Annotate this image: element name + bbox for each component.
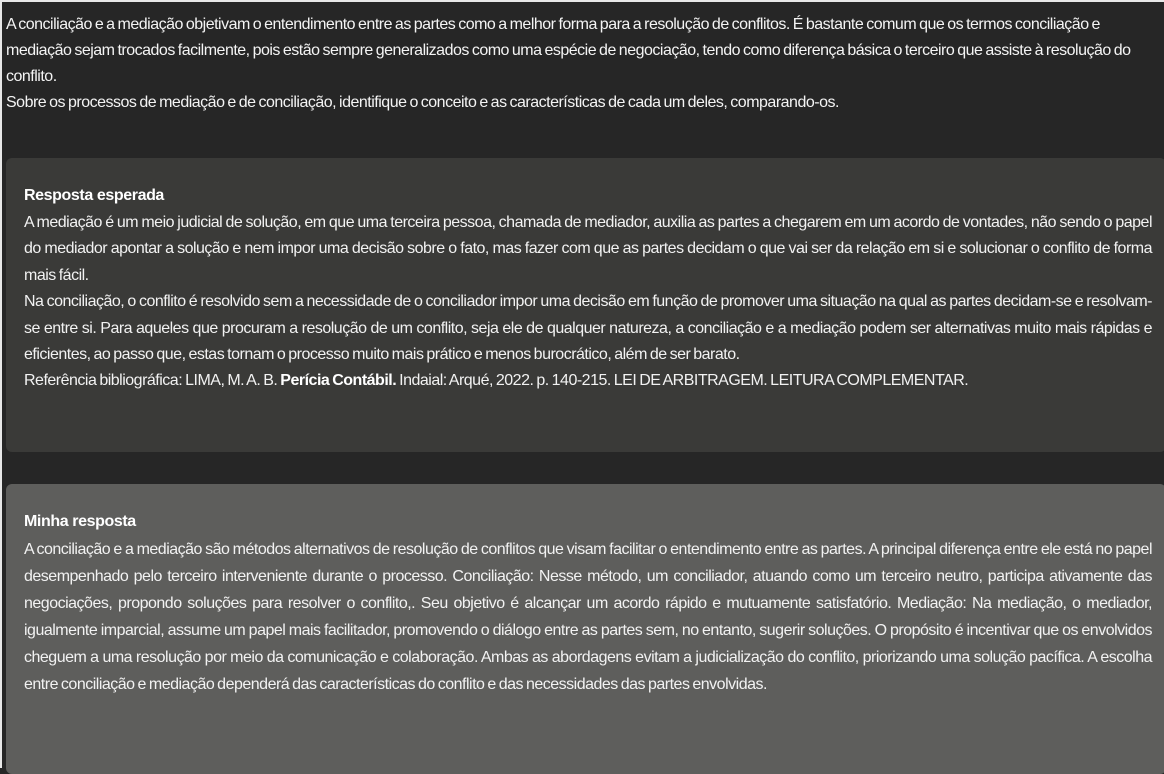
expected-answer-paragraph-2: Na conciliação, o conflito é resolvido sem a necessidade de o conciliador impor uma decisão em função de promover uma situação na qual as partes decidam-se e resolvam-se entre si. Para aqueles que procuram a resolução de um conflito, seja ele de qualquer natureza, a conciliação e a mediação podem ser alternativas muito mais rápidas e eficientes, ao passo que, estas tornam o processo muito mais prático e menos burocrático, além de ser barato. (24, 293, 1152, 364)
expected-answer-paragraph-1: A mediação é um meio judicial de solução, em que uma terceira pessoa, chamada de mediador, auxilia as partes a chegarem em um acordo de vontades, não sendo o papel do mediador apontar a solução e nem impor uma decisão sobre o fato, mas fazer com que as partes decidam o que vai ser da relação em si e solucionar o conflito de forma mais fácil. (24, 214, 1152, 284)
expected-answer-title: Resposta esperada (24, 187, 164, 204)
reference-title: Perícia Contábil. (280, 372, 397, 390)
my-answer-paragraph: A conciliação e a mediação são métodos alternativos de resolução de conflitos que visam facilitar o entendimento entre as partes. A principal diferença entre ele está no papel desempenhado pelo terceiro interveniente durante o processo. Conciliação: Nesse método, um conciliador, atuando como um terceiro neutro, participa ativamente das negociações, propondo soluções para resolver o conflito,. Seu objetivo é alcançar um acordo rápido e mutuamente satisfatório. Mediação: Na mediação, o mediador, igualmente imparcial, assume um papel mais facilitador, promovendo o diálogo entre as partes sem, no entanto, sugerir soluções. O propósito é incentivar que os envolvidos cheguem a uma resolução por meio da comunicação e colaboração. Ambas as abordagens evitam a judicialização do conflito, priorizando uma solução pacífica. A escolha entre conciliação e mediação dependerá das características do conflito e das necessidades das partes envolvidas. (24, 541, 1152, 693)
my-answer-card (6, 484, 1164, 774)
expected-answer-text (24, 210, 1152, 395)
question-paragraph-1: A conciliação e a mediação objetivam o entendimento entre as partes como a melhor forma para a resolução de conflitos. É bastante comum que os termos conciliação e mediação sejam trocados facilmente, pois estão sempre generalizados como uma espécie de negociação, tendo como diferença básica o terceiro que assiste à resolução do conflito. (6, 16, 1131, 85)
expected-answer-reference (24, 368, 1152, 394)
expected-answer-card (6, 158, 1164, 452)
my-answer-title: Minha resposta (24, 513, 136, 530)
question-paragraph-2: Sobre os processos de mediação e de conciliação, identifique o conceito e as características de cada um deles, comparando-os. (6, 94, 839, 111)
question-text (6, 12, 1162, 116)
reference-suffix: Indaial: Arqué, 2022. p. 140-215. LEI DE ARBITRAGEM. LEITURA COMPLEMENTAR. (399, 372, 969, 390)
reference-prefix: Referência bibliográfica: LIMA, M. A. B. (24, 372, 278, 390)
my-answer-text (24, 536, 1152, 698)
